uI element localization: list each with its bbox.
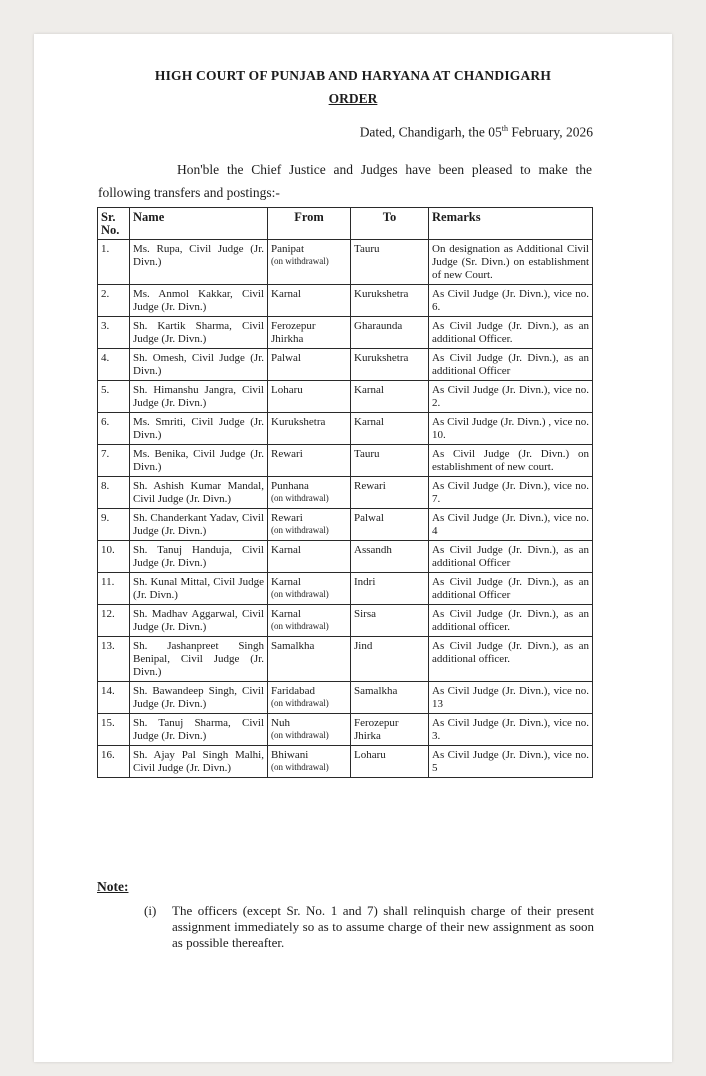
- cell-remarks: As Civil Judge (Jr. Divn.), vice no. 13: [429, 682, 593, 714]
- cell-from: [268, 541, 351, 573]
- cell-to: Assandh: [351, 541, 429, 573]
- from-place: Karnal: [271, 288, 301, 300]
- cell-sr-no: 2.: [98, 285, 130, 317]
- cell-from: [268, 509, 351, 541]
- cell-name: Ms. Smriti, Civil Judge (Jr. Divn.): [130, 413, 268, 445]
- table-row: [98, 509, 593, 541]
- table-row: [98, 445, 593, 477]
- cell-remarks: As Civil Judge (Jr. Divn.), vice no. 6.: [429, 285, 593, 317]
- cell-to: Gharaunda: [351, 317, 429, 349]
- cell-name: Sh. Tanuj Sharma, Civil Judge (Jr. Divn.): [130, 714, 268, 746]
- table-row: [98, 573, 593, 605]
- cell-name: Sh. Omesh, Civil Judge (Jr. Divn.): [130, 349, 268, 381]
- cell-sr-no: 13.: [98, 637, 130, 682]
- cell-sr-no: 4.: [98, 349, 130, 381]
- transfers-table: [97, 207, 593, 778]
- cell-sr-no: 8.: [98, 477, 130, 509]
- cell-name: Ms. Benika, Civil Judge (Jr. Divn.): [130, 445, 268, 477]
- cell-to: Rewari: [351, 477, 429, 509]
- cell-to: Sirsa: [351, 605, 429, 637]
- from-place: Samalkha: [271, 640, 315, 652]
- cell-name: Sh. Jashanpreet Singh Benipal, Civil Judge (Jr. Divn.): [130, 637, 268, 682]
- note-item-number: (i): [144, 903, 157, 918]
- cell-to: Tauru: [351, 445, 429, 477]
- from-place: Loharu: [271, 384, 303, 396]
- table-row: [98, 714, 593, 746]
- cell-from: [268, 714, 351, 746]
- cell-name: Sh. Chanderkant Yadav, Civil Judge (Jr. Divn.): [130, 509, 268, 541]
- cell-from: [268, 477, 351, 509]
- cell-remarks: As Civil Judge (Jr. Divn.), vice no. 7.: [429, 477, 593, 509]
- cell-from: [268, 746, 351, 778]
- note-item: [144, 903, 594, 951]
- cell-from: [268, 605, 351, 637]
- cell-to: Indri: [351, 573, 429, 605]
- header-remarks: Remarks: [429, 208, 593, 240]
- table-row: [98, 240, 593, 285]
- from-place: Faridabad: [271, 685, 315, 697]
- cell-to: Tauru: [351, 240, 429, 285]
- cell-remarks: As Civil Judge (Jr. Divn.), vice no. 4: [429, 509, 593, 541]
- cell-remarks: As Civil Judge (Jr. Divn.) on establishment of new court.: [429, 445, 593, 477]
- cell-name: Sh. Ajay Pal Singh Malhi, Civil Judge (Jr. Divn.): [130, 746, 268, 778]
- cell-from: [268, 349, 351, 381]
- header-to: To: [351, 208, 429, 240]
- table-row: [98, 413, 593, 445]
- cell-sr-no: 16.: [98, 746, 130, 778]
- table-row: [98, 682, 593, 714]
- from-withdrawal-note: (on withdrawal): [271, 493, 329, 503]
- header-sr-no: Sr. No.: [98, 208, 130, 240]
- header-name: Name: [130, 208, 268, 240]
- cell-sr-no: 10.: [98, 541, 130, 573]
- cell-remarks: As Civil Judge (Jr. Divn.), vice no. 2.: [429, 381, 593, 413]
- intro-paragraph: Hon'ble the Chief Justice and Judges have been pleased to make the following transfers and postings:-: [98, 162, 592, 200]
- note-title: Note:: [97, 879, 129, 894]
- table-row: [98, 317, 593, 349]
- cell-remarks: As Civil Judge (Jr. Divn.), as an additional officer.: [429, 605, 593, 637]
- from-withdrawal-note: (on withdrawal): [271, 762, 329, 772]
- cell-from: [268, 445, 351, 477]
- from-withdrawal-note: (on withdrawal): [271, 589, 329, 599]
- from-place: Karnal: [271, 608, 301, 620]
- cell-sr-no: 1.: [98, 240, 130, 285]
- cell-remarks: As Civil Judge (Jr. Divn.), vice no. 5: [429, 746, 593, 778]
- from-place: Ferozepur Jhirkha: [271, 320, 316, 345]
- cell-sr-no: 6.: [98, 413, 130, 445]
- cell-name: Sh. Tanuj Handuja, Civil Judge (Jr. Divn.): [130, 541, 268, 573]
- from-withdrawal-note: (on withdrawal): [271, 525, 329, 535]
- from-place: Bhiwani: [271, 749, 309, 761]
- cell-to: Karnal: [351, 413, 429, 445]
- from-place: Nuh: [271, 717, 290, 729]
- cell-to: Ferozepur Jhirka: [351, 714, 429, 746]
- cell-name: Sh. Bawandeep Singh, Civil Judge (Jr. Divn.): [130, 682, 268, 714]
- table-row: [98, 381, 593, 413]
- cell-from: [268, 637, 351, 682]
- cell-remarks: As Civil Judge (Jr. Divn.), as an additional Officer: [429, 573, 593, 605]
- cell-sr-no: 9.: [98, 509, 130, 541]
- from-place: Rewari: [271, 512, 303, 524]
- table-row: [98, 285, 593, 317]
- cell-sr-no: 3.: [98, 317, 130, 349]
- cell-sr-no: 12.: [98, 605, 130, 637]
- table-body: [98, 240, 593, 778]
- cell-to: Samalkha: [351, 682, 429, 714]
- cell-from: [268, 682, 351, 714]
- cell-remarks: On designation as Additional Civil Judge (Sr. Divn.) on establishment of new Court.: [429, 240, 593, 285]
- cell-to: Kurukshetra: [351, 285, 429, 317]
- table-row: [98, 477, 593, 509]
- header-from: From: [268, 208, 351, 240]
- from-place: Karnal: [271, 544, 301, 556]
- from-withdrawal-note: (on withdrawal): [271, 730, 329, 740]
- from-withdrawal-note: (on withdrawal): [271, 256, 329, 266]
- table-row: [98, 541, 593, 573]
- from-place: Rewari: [271, 448, 303, 460]
- table-row: [98, 349, 593, 381]
- cell-sr-no: 14.: [98, 682, 130, 714]
- cell-from: [268, 240, 351, 285]
- cell-sr-no: 11.: [98, 573, 130, 605]
- cell-to: Karnal: [351, 381, 429, 413]
- cell-name: Sh. Ashish Kumar Mandal, Civil Judge (Jr. Divn.): [130, 477, 268, 509]
- cell-sr-no: 5.: [98, 381, 130, 413]
- cell-sr-no: 7.: [98, 445, 130, 477]
- cell-name: Ms. Anmol Kakkar, Civil Judge (Jr. Divn.): [130, 285, 268, 317]
- from-place: Punhana: [271, 480, 309, 492]
- order-date: Dated, Chandigarh, the 05th February, 2026: [359, 124, 593, 140]
- order-page: [34, 34, 672, 1062]
- cell-remarks: As Civil Judge (Jr. Divn.), as an additional Officer: [429, 349, 593, 381]
- cell-from: [268, 317, 351, 349]
- table-row: [98, 605, 593, 637]
- cell-remarks: As Civil Judge (Jr. Divn.), as an additional officer.: [429, 637, 593, 682]
- from-place: Karnal: [271, 576, 301, 588]
- table-row: [98, 746, 593, 778]
- cell-to: Jind: [351, 637, 429, 682]
- court-heading: HIGH COURT OF PUNJAB AND HARYANA AT CHANDIGARH: [154, 68, 552, 83]
- order-title: ORDER: [328, 91, 378, 106]
- cell-from: [268, 413, 351, 445]
- cell-from: [268, 573, 351, 605]
- cell-name: Sh. Himanshu Jangra, Civil Judge (Jr. Divn.): [130, 381, 268, 413]
- from-withdrawal-note: (on withdrawal): [271, 621, 329, 631]
- cell-name: Sh. Kunal Mittal, Civil Judge (Jr. Divn.): [130, 573, 268, 605]
- from-withdrawal-note: (on withdrawal): [271, 698, 329, 708]
- cell-name: Ms. Rupa, Civil Judge (Jr. Divn.): [130, 240, 268, 285]
- cell-sr-no: 15.: [98, 714, 130, 746]
- cell-remarks: As Civil Judge (Jr. Divn.), as an additional Officer: [429, 541, 593, 573]
- from-place: Palwal: [271, 352, 301, 364]
- table-row: [98, 637, 593, 682]
- cell-from: [268, 381, 351, 413]
- cell-to: Kurukshetra: [351, 349, 429, 381]
- from-place: Panipat: [271, 243, 304, 255]
- table-header-row: [98, 208, 593, 240]
- cell-remarks: As Civil Judge (Jr. Divn.) , vice no. 10.: [429, 413, 593, 445]
- cell-remarks: As Civil Judge (Jr. Divn.), as an additional Officer.: [429, 317, 593, 349]
- cell-to: Loharu: [351, 746, 429, 778]
- from-place: Kurukshetra: [271, 416, 326, 428]
- cell-name: Sh. Madhav Aggarwal, Civil Judge (Jr. Divn.): [130, 605, 268, 637]
- cell-name: Sh. Kartik Sharma, Civil Judge (Jr. Divn.): [130, 317, 268, 349]
- cell-to: Palwal: [351, 509, 429, 541]
- cell-remarks: As Civil Judge (Jr. Divn.), vice no. 3.: [429, 714, 593, 746]
- note-item-text: The officers (except Sr. No. 1 and 7) shall relinquish charge of their present assignment immediately so as to assume charge of their new assignment as soon as possible thereafter.: [172, 903, 594, 950]
- cell-from: [268, 285, 351, 317]
